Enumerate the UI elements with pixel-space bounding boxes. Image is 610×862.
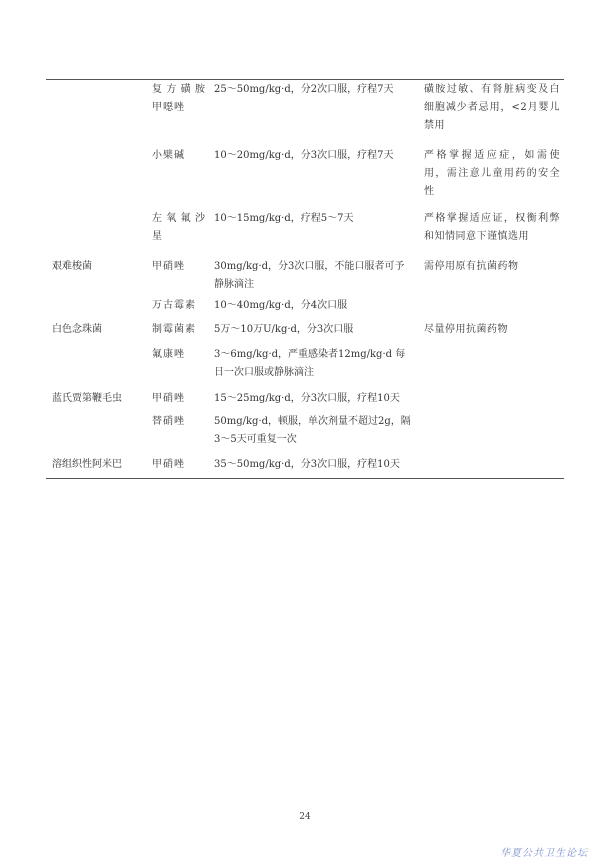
- table-top-rule: [46, 79, 564, 80]
- note-cell: 需停用原有抗菌药物: [424, 261, 519, 272]
- dosage-cell: 50mg/kg·d，顿服，单次剂量不超过2g，隔3～5天可重复一次: [214, 416, 411, 445]
- drug-cell: 复方磺胺甲噁唑: [152, 84, 206, 113]
- dosage-cell: 25～50mg/kg·d，分2次口服，疗程7天: [214, 84, 394, 95]
- note-cell: 磺胺过敏、有肾脏病变及白细胞减少者忌用，<2月婴儿禁用: [424, 84, 560, 131]
- note-cell: 尽量停用抗菌药物: [424, 324, 508, 335]
- dosage-cell: 30mg/kg·d，分3次口服，不能口服者可予静脉滴注: [214, 261, 405, 290]
- dosage-cell: 10～15mg/kg·d，疗程5～7天: [214, 213, 354, 224]
- watermark-text: 华夏公共卫生论坛: [500, 848, 588, 859]
- dosage-cell: 10～40mg/kg·d，分4次口服: [214, 300, 348, 311]
- note-cell: 严格掌握适应症，如需使用，需注意儿童用药的安全性: [424, 150, 560, 197]
- page-number: 24: [299, 812, 311, 822]
- drug-cell: 替硝唑: [152, 416, 185, 427]
- organism-cell: 白色念珠菌: [52, 324, 102, 335]
- dosage-cell: 35～50mg/kg·d，分3次口服，疗程10天: [214, 459, 400, 470]
- drug-cell: 氟康唑: [152, 349, 185, 360]
- drug-cell: 甲硝唑: [152, 393, 185, 404]
- note-cell: 严格掌握适应证，权衡利弊和知情同意下谨慎选用: [424, 213, 560, 242]
- drug-cell: 左氧氟沙星: [152, 213, 206, 242]
- organism-cell: 蓝氏贾第鞭毛虫: [52, 393, 122, 404]
- drug-cell: 小檗碱: [152, 150, 185, 161]
- dosage-cell: 10～20mg/kg·d，分3次口服，疗程7天: [214, 150, 394, 161]
- drug-cell: 甲硝唑: [152, 459, 185, 470]
- table-bottom-rule: [46, 478, 564, 479]
- dosage-cell: 5万～10万U/kg·d，分3次口服: [214, 324, 354, 335]
- drug-cell: 制霉菌素: [152, 324, 196, 335]
- organism-cell: 艰难梭菌: [52, 261, 92, 272]
- dosage-cell: 15～25mg/kg·d，分3次口服，疗程10天: [214, 393, 400, 404]
- drug-cell: 万古霉素: [152, 300, 196, 311]
- organism-cell: 溶组织性阿米巴: [52, 459, 122, 470]
- dosage-cell: 3～6mg/kg·d，严重感染者12mg/kg·d 每日一次口服或静脉滴注: [214, 349, 406, 378]
- drug-cell: 甲硝唑: [152, 261, 185, 272]
